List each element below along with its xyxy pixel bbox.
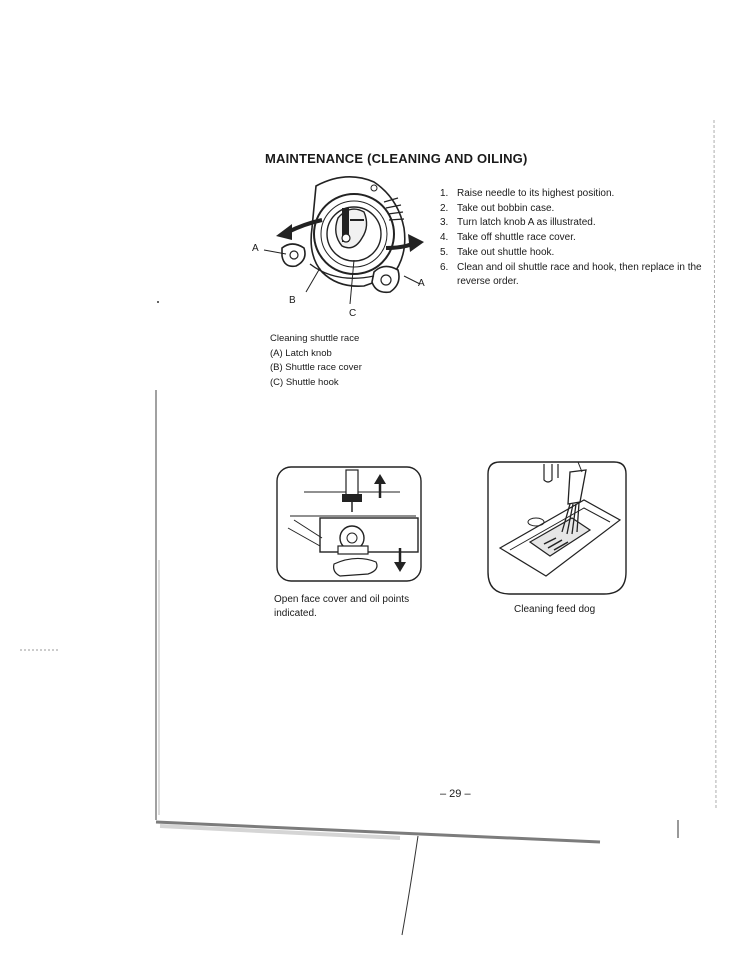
step-item: 4. Take off shuttle race cover.: [440, 232, 576, 244]
step-item: 3. Turn latch knob A as illustrated.: [440, 217, 596, 229]
caption-item: (A) Latch knob: [270, 347, 332, 359]
label-a-left: A: [252, 243, 259, 254]
step-item: 1. Raise needle to its highest position.: [440, 188, 615, 199]
face-cover-illustration: [276, 466, 422, 582]
caption-item: (C) Shuttle hook: [270, 376, 339, 388]
step-item: 5. Take out shuttle hook.: [440, 246, 555, 258]
label-a-right: A: [418, 278, 425, 289]
shuttle-caption: [270, 332, 362, 390]
label-c: C: [349, 308, 357, 319]
caption-title: Cleaning shuttle race: [270, 333, 360, 344]
face-cover-caption: Open face cover and oil points indicated.: [274, 594, 410, 619]
page-number: – 29 –: [440, 788, 471, 800]
step-item: 2. Take out bobbin case.: [440, 202, 555, 214]
shuttle-race-illustration: [246, 168, 436, 320]
step-item: 6. Clean and oil shuttle race and hook, then replace in the reverse order.: [440, 261, 702, 288]
page-title: MAINTENANCE (CLEANING AND OILING): [265, 151, 528, 166]
feed-dog-illustration: [486, 460, 628, 596]
feed-dog-caption: Cleaning feed dog: [514, 604, 596, 615]
caption-item: (B) Shuttle race cover: [270, 362, 362, 374]
maintenance-steps: [440, 187, 710, 290]
label-b: B: [289, 295, 296, 306]
